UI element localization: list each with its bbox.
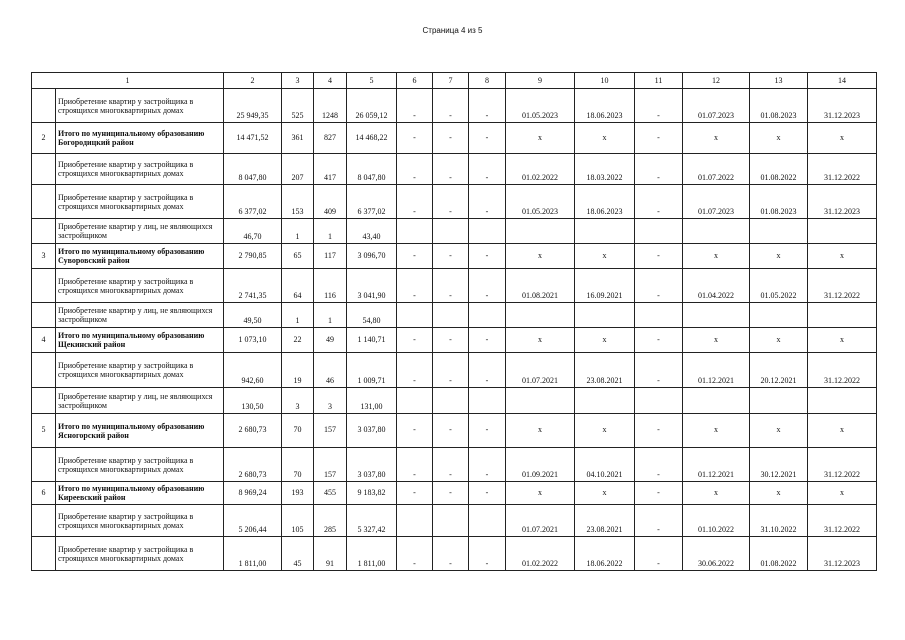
cell-c5: 1 140,71 — [347, 328, 397, 353]
table-row-total — [32, 328, 877, 353]
cell-c6: - — [397, 123, 433, 154]
column-header-1: 1 — [32, 73, 224, 89]
cell-c3: 1 — [282, 303, 314, 328]
column-header-3: 3 — [282, 73, 314, 89]
cell-c4: 417 — [314, 154, 347, 185]
cell-c2: 25 949,35 — [224, 89, 282, 123]
cell-c7 — [433, 388, 469, 414]
cell-c13: 20.12.2021 — [750, 353, 808, 388]
cell-c13: 01.08.2022 — [750, 537, 808, 571]
cell-c2: 2 790,85 — [224, 244, 282, 269]
cell-c10: х — [575, 123, 635, 154]
table-row-total — [32, 244, 877, 269]
cell-c7: - — [433, 89, 469, 123]
table-header — [32, 73, 877, 89]
row-number: 4 — [32, 328, 56, 353]
cell-c3: 361 — [282, 123, 314, 154]
cell-c2: 6 377,02 — [224, 185, 282, 219]
cell-c4: 3 — [314, 388, 347, 414]
cell-c5: 43,40 — [347, 219, 397, 244]
column-header-2: 2 — [224, 73, 282, 89]
cell-c13: 01.08.2022 — [750, 154, 808, 185]
row-label: Приобретение квартир у застройщика в строящихся многоквартирных домах — [56, 353, 224, 388]
cell-c11: - — [635, 154, 683, 185]
cell-c10: 16.09.2021 — [575, 269, 635, 303]
cell-c14: 31.12.2022 — [808, 269, 877, 303]
cell-c6 — [397, 505, 433, 537]
cell-c3: 1 — [282, 219, 314, 244]
cell-c6 — [397, 219, 433, 244]
cell-c9: 01.02.2022 — [506, 537, 575, 571]
cell-c8 — [469, 219, 506, 244]
cell-c6: - — [397, 482, 433, 505]
cell-c10 — [575, 303, 635, 328]
column-header-9: 9 — [506, 73, 575, 89]
cell-c8: - — [469, 154, 506, 185]
cell-c12: 01.12.2021 — [683, 448, 750, 482]
cell-c14: 31.12.2022 — [808, 448, 877, 482]
cell-c12 — [683, 303, 750, 328]
table-row — [32, 219, 877, 244]
cell-c11: - — [635, 185, 683, 219]
cell-c6 — [397, 388, 433, 414]
cell-c2: 942,60 — [224, 353, 282, 388]
cell-c8 — [469, 505, 506, 537]
table-row — [32, 448, 877, 482]
cell-c3: 19 — [282, 353, 314, 388]
row-label: Приобретение квартир у лиц, не являющихся застройщиком — [56, 219, 224, 244]
cell-c9: х — [506, 328, 575, 353]
cell-c12 — [683, 388, 750, 414]
cell-c6: - — [397, 185, 433, 219]
cell-c3: 22 — [282, 328, 314, 353]
cell-c6: - — [397, 89, 433, 123]
cell-c12: х — [683, 123, 750, 154]
cell-c3: 64 — [282, 269, 314, 303]
cell-c2: 1 073,10 — [224, 328, 282, 353]
row-label: Приобретение квартир у застройщика в строящихся многоквартирных домах — [56, 505, 224, 537]
cell-c11 — [635, 388, 683, 414]
cell-c7: - — [433, 414, 469, 448]
cell-c3: 193 — [282, 482, 314, 505]
cell-c11: - — [635, 414, 683, 448]
cell-c13: 30.12.2021 — [750, 448, 808, 482]
cell-c5: 26 059,12 — [347, 89, 397, 123]
cell-c5: 3 041,90 — [347, 269, 397, 303]
cell-c14: 31.12.2023 — [808, 185, 877, 219]
table-body — [32, 89, 877, 571]
cell-c10: х — [575, 328, 635, 353]
cell-c9: 01.09.2021 — [506, 448, 575, 482]
cell-c6: - — [397, 154, 433, 185]
cell-c13 — [750, 303, 808, 328]
cell-c13 — [750, 219, 808, 244]
cell-c9: 01.07.2021 — [506, 505, 575, 537]
cell-c4: 117 — [314, 244, 347, 269]
cell-c10 — [575, 388, 635, 414]
row-number — [32, 154, 56, 185]
cell-c9: 01.05.2023 — [506, 89, 575, 123]
cell-c6 — [397, 303, 433, 328]
cell-c9: х — [506, 244, 575, 269]
cell-c3: 207 — [282, 154, 314, 185]
cell-c11: - — [635, 269, 683, 303]
cell-c9: 01.02.2022 — [506, 154, 575, 185]
cell-c3: 105 — [282, 505, 314, 537]
cell-c14: х — [808, 482, 877, 505]
cell-c14: х — [808, 244, 877, 269]
cell-c8: - — [469, 244, 506, 269]
cell-c6: - — [397, 537, 433, 571]
cell-c10: 04.10.2021 — [575, 448, 635, 482]
cell-c8 — [469, 303, 506, 328]
cell-c3: 45 — [282, 537, 314, 571]
table-row — [32, 303, 877, 328]
cell-c13: х — [750, 244, 808, 269]
cell-c3: 3 — [282, 388, 314, 414]
cell-c2: 2 680,73 — [224, 414, 282, 448]
row-number — [32, 388, 56, 414]
cell-c3: 65 — [282, 244, 314, 269]
cell-c4: 827 — [314, 123, 347, 154]
cell-c9: х — [506, 482, 575, 505]
cell-c4: 285 — [314, 505, 347, 537]
cell-c7: - — [433, 353, 469, 388]
row-label: Приобретение квартир у застройщика в строящихся многоквартирных домах — [56, 448, 224, 482]
cell-c2: 49,50 — [224, 303, 282, 328]
cell-c11: - — [635, 537, 683, 571]
cell-c7: - — [433, 185, 469, 219]
cell-c7: - — [433, 269, 469, 303]
cell-c13: 01.08.2023 — [750, 89, 808, 123]
cell-c5: 3 037,80 — [347, 414, 397, 448]
cell-c12: 01.07.2023 — [683, 89, 750, 123]
cell-c9: 01.08.2021 — [506, 269, 575, 303]
cell-c3: 70 — [282, 414, 314, 448]
row-label: Приобретение квартир у лиц, не являющихся застройщиком — [56, 388, 224, 414]
cell-c12: 01.07.2023 — [683, 185, 750, 219]
row-number — [32, 353, 56, 388]
row-number — [32, 219, 56, 244]
cell-c4: 116 — [314, 269, 347, 303]
cell-c12: х — [683, 328, 750, 353]
cell-c12: 30.06.2022 — [683, 537, 750, 571]
row-number — [32, 185, 56, 219]
cell-c10: 18.06.2023 — [575, 185, 635, 219]
cell-c5: 9 183,82 — [347, 482, 397, 505]
cell-c6: - — [397, 353, 433, 388]
cell-c5: 5 327,42 — [347, 505, 397, 537]
cell-c12: 01.10.2022 — [683, 505, 750, 537]
row-label: Приобретение квартир у застройщика в строящихся многоквартирных домах — [56, 89, 224, 123]
row-label: Приобретение квартир у застройщика в строящихся многоквартирных домах — [56, 537, 224, 571]
cell-c13 — [750, 388, 808, 414]
cell-c14: х — [808, 123, 877, 154]
column-header-7: 7 — [433, 73, 469, 89]
table-row-total — [32, 482, 877, 505]
cell-c5: 3 096,70 — [347, 244, 397, 269]
cell-c2: 8 969,24 — [224, 482, 282, 505]
cell-c8: - — [469, 482, 506, 505]
cell-c8: - — [469, 185, 506, 219]
cell-c6: - — [397, 244, 433, 269]
cell-c14 — [808, 219, 877, 244]
column-header-10: 10 — [575, 73, 635, 89]
cell-c10: 18.06.2023 — [575, 89, 635, 123]
cell-c7 — [433, 505, 469, 537]
cell-c4: 91 — [314, 537, 347, 571]
row-label: Приобретение квартир у застройщика в строящихся многоквартирных домах — [56, 185, 224, 219]
cell-c13: 01.08.2023 — [750, 185, 808, 219]
cell-c5: 1 009,71 — [347, 353, 397, 388]
cell-c7: - — [433, 244, 469, 269]
row-label: Приобретение квартир у застройщика в строящихся многоквартирных домах — [56, 269, 224, 303]
cell-c4: 49 — [314, 328, 347, 353]
cell-c14: 31.12.2023 — [808, 89, 877, 123]
table-row — [32, 269, 877, 303]
cell-c7: - — [433, 154, 469, 185]
cell-c9 — [506, 388, 575, 414]
table-row — [32, 353, 877, 388]
cell-c8: - — [469, 123, 506, 154]
cell-c7 — [433, 303, 469, 328]
cell-c6: - — [397, 269, 433, 303]
cell-c4: 157 — [314, 414, 347, 448]
cell-c14: 31.12.2022 — [808, 353, 877, 388]
cell-c5: 3 037,80 — [347, 448, 397, 482]
cell-c14: 31.12.2022 — [808, 505, 877, 537]
table-row-total — [32, 414, 877, 448]
cell-c8: - — [469, 328, 506, 353]
cell-c3: 525 — [282, 89, 314, 123]
cell-c2: 2 680,73 — [224, 448, 282, 482]
cell-c4: 1 — [314, 303, 347, 328]
column-header-6: 6 — [397, 73, 433, 89]
cell-c13: 31.10.2022 — [750, 505, 808, 537]
cell-c9: 01.05.2023 — [506, 185, 575, 219]
cell-c12: 01.07.2022 — [683, 154, 750, 185]
column-header-4: 4 — [314, 73, 347, 89]
cell-c9 — [506, 219, 575, 244]
cell-c12: 01.04.2022 — [683, 269, 750, 303]
cell-c9 — [506, 303, 575, 328]
cell-c3: 153 — [282, 185, 314, 219]
cell-c10: 23.08.2021 — [575, 353, 635, 388]
table-row — [32, 154, 877, 185]
row-label: Приобретение квартир у лиц, не являющихся застройщиком — [56, 303, 224, 328]
cell-c11: - — [635, 89, 683, 123]
row-number — [32, 537, 56, 571]
cell-c4: 46 — [314, 353, 347, 388]
row-number: 6 — [32, 482, 56, 505]
cell-c14: 31.12.2023 — [808, 537, 877, 571]
table-row — [32, 537, 877, 571]
cell-c2: 8 047,80 — [224, 154, 282, 185]
row-number: 5 — [32, 414, 56, 448]
cell-c9: 01.07.2021 — [506, 353, 575, 388]
table-row — [32, 505, 877, 537]
cell-c7 — [433, 219, 469, 244]
cell-c14: х — [808, 328, 877, 353]
cell-c14 — [808, 303, 877, 328]
table-row — [32, 185, 877, 219]
page-number-header: Страница 4 из 5 — [422, 26, 483, 35]
cell-c4: 1 — [314, 219, 347, 244]
cell-c10 — [575, 219, 635, 244]
cell-c7: - — [433, 448, 469, 482]
table-row — [32, 388, 877, 414]
cell-c8: - — [469, 537, 506, 571]
cell-c4: 455 — [314, 482, 347, 505]
cell-c2: 46,70 — [224, 219, 282, 244]
cell-c14 — [808, 388, 877, 414]
column-header-11: 11 — [635, 73, 683, 89]
row-number — [32, 505, 56, 537]
cell-c2: 2 741,35 — [224, 269, 282, 303]
cell-c6: - — [397, 328, 433, 353]
cell-c11: - — [635, 482, 683, 505]
cell-c4: 409 — [314, 185, 347, 219]
cell-c13: х — [750, 482, 808, 505]
column-header-13: 13 — [750, 73, 808, 89]
cell-c2: 130,50 — [224, 388, 282, 414]
cell-c14: 31.12.2022 — [808, 154, 877, 185]
cell-c5: 8 047,80 — [347, 154, 397, 185]
cell-c5: 54,80 — [347, 303, 397, 328]
cell-c11: - — [635, 244, 683, 269]
cell-c9: х — [506, 414, 575, 448]
cell-c6: - — [397, 448, 433, 482]
cell-c11 — [635, 303, 683, 328]
cell-c10: 18.03.2022 — [575, 154, 635, 185]
row-label: Приобретение квартир у застройщика в строящихся многоквартирных домах — [56, 154, 224, 185]
cell-c12: х — [683, 414, 750, 448]
cell-c7: - — [433, 537, 469, 571]
cell-c8: - — [469, 89, 506, 123]
row-label: Итого по муниципальному образованию Суворовский район — [56, 244, 224, 269]
table-row — [32, 89, 877, 123]
cell-c4: 1248 — [314, 89, 347, 123]
cell-c11: - — [635, 328, 683, 353]
column-header-12: 12 — [683, 73, 750, 89]
column-header-5: 5 — [347, 73, 397, 89]
row-number: 3 — [32, 244, 56, 269]
row-label: Итого по муниципальному образованию Киреевский район — [56, 482, 224, 505]
cell-c2: 14 471,52 — [224, 123, 282, 154]
cell-c13: х — [750, 414, 808, 448]
cell-c2: 5 206,44 — [224, 505, 282, 537]
row-label: Итого по муниципальному образованию Щекинский район — [56, 328, 224, 353]
cell-c13: х — [750, 328, 808, 353]
cell-c7: - — [433, 123, 469, 154]
row-number — [32, 303, 56, 328]
column-header-14: 14 — [808, 73, 877, 89]
cell-c10: х — [575, 414, 635, 448]
cell-c8: - — [469, 414, 506, 448]
cell-c11: - — [635, 353, 683, 388]
cell-c2: 1 811,00 — [224, 537, 282, 571]
cell-c6: - — [397, 414, 433, 448]
cell-c5: 1 811,00 — [347, 537, 397, 571]
cell-c10: 23.08.2021 — [575, 505, 635, 537]
cell-c5: 131,00 — [347, 388, 397, 414]
cell-c11 — [635, 219, 683, 244]
cell-c10: х — [575, 244, 635, 269]
row-number — [32, 269, 56, 303]
row-number — [32, 89, 56, 123]
cell-c9: х — [506, 123, 575, 154]
cell-c12: 01.12.2021 — [683, 353, 750, 388]
cell-c11: - — [635, 448, 683, 482]
program-table — [31, 72, 877, 571]
cell-c10: х — [575, 482, 635, 505]
cell-c11: - — [635, 505, 683, 537]
cell-c5: 6 377,02 — [347, 185, 397, 219]
cell-c8 — [469, 388, 506, 414]
row-number: 2 — [32, 123, 56, 154]
cell-c5: 14 468,22 — [347, 123, 397, 154]
cell-c7: - — [433, 482, 469, 505]
cell-c11: - — [635, 123, 683, 154]
cell-c10: 18.06.2022 — [575, 537, 635, 571]
cell-c3: 70 — [282, 448, 314, 482]
table-row-total — [32, 123, 877, 154]
cell-c8: - — [469, 269, 506, 303]
row-label: Итого по муниципальному образованию Богородицкий район — [56, 123, 224, 154]
cell-c13: х — [750, 123, 808, 154]
cell-c7: - — [433, 328, 469, 353]
cell-c8: - — [469, 353, 506, 388]
cell-c12: х — [683, 244, 750, 269]
cell-c4: 157 — [314, 448, 347, 482]
cell-c13: 01.05.2022 — [750, 269, 808, 303]
cell-c12: х — [683, 482, 750, 505]
cell-c14: х — [808, 414, 877, 448]
row-number — [32, 448, 56, 482]
row-label: Итого по муниципальному образованию Ясногорский район — [56, 414, 224, 448]
column-header-8: 8 — [469, 73, 506, 89]
cell-c12 — [683, 219, 750, 244]
cell-c8: - — [469, 448, 506, 482]
